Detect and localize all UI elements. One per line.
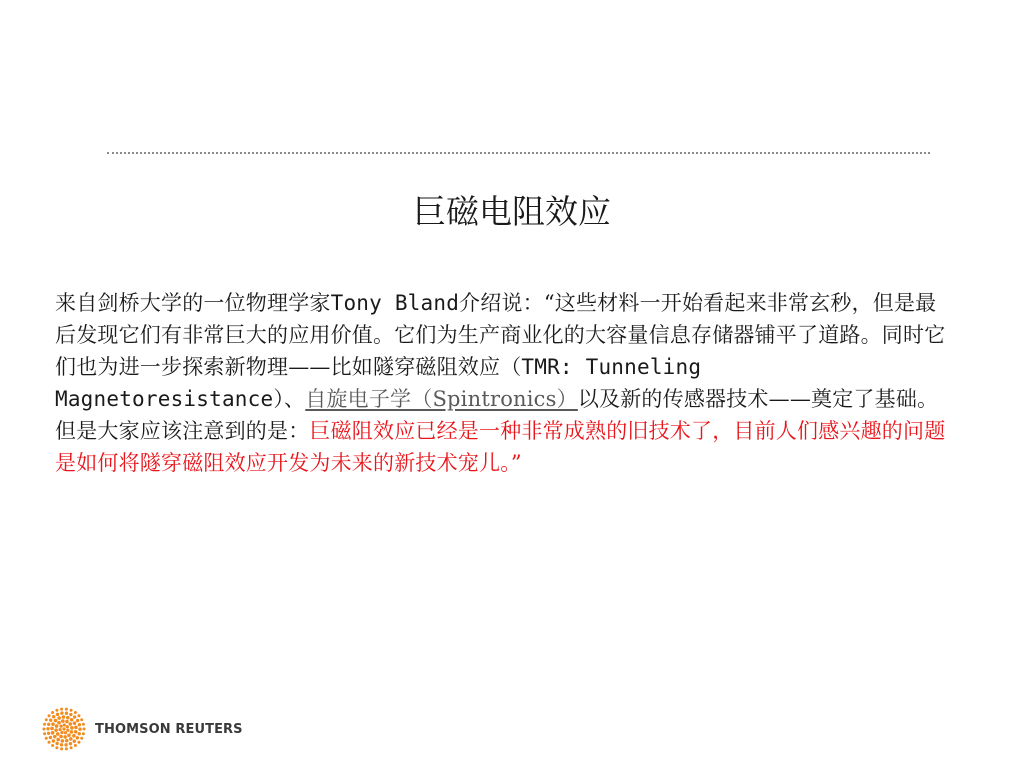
- logo-dot: [52, 715, 55, 718]
- logo-dot: [45, 737, 48, 740]
- logo-dot: [64, 743, 67, 746]
- logo-dot: [77, 741, 80, 744]
- logo-dot: [70, 718, 74, 722]
- logo-dot: [74, 744, 77, 747]
- logo-dot: [56, 732, 60, 736]
- logo-dot: [66, 729, 69, 732]
- logo-dot: [51, 722, 55, 726]
- logo-dot: [76, 719, 79, 722]
- logo-dot: [69, 713, 72, 716]
- logo-dot: [73, 740, 76, 743]
- logo-dot: [65, 708, 68, 711]
- logo-dot: [70, 709, 73, 712]
- logo-dot: [74, 711, 77, 714]
- logo-dot: [69, 742, 72, 745]
- logo-dot: [59, 735, 63, 739]
- logo-dot: [49, 718, 52, 721]
- dotted-divider: [107, 152, 930, 154]
- logo-dot: [51, 744, 54, 747]
- logo-dot: [74, 730, 78, 734]
- logo-dot: [60, 731, 63, 734]
- logo-wordmark: THOMSON REUTERS: [95, 721, 243, 737]
- logo-dot: [68, 722, 72, 726]
- logo-dot: [57, 721, 61, 725]
- logo-dot: [65, 747, 68, 750]
- logo-dot: [65, 739, 69, 743]
- logo-dot: [56, 738, 60, 742]
- logo-dot: [70, 730, 74, 734]
- logo-dot: [65, 712, 68, 715]
- logo-dot: [45, 718, 48, 721]
- logo-dot: [78, 723, 81, 726]
- logo-dot: [55, 709, 58, 712]
- logo-dot: [61, 719, 65, 723]
- logo-dot: [67, 733, 71, 737]
- slide-title: 巨磁电阻效应: [413, 192, 611, 231]
- logo-dot: [51, 731, 55, 735]
- logo-dot: [55, 742, 58, 745]
- logo-dot: [66, 716, 70, 720]
- logo-dot: [73, 721, 77, 725]
- logo-dot: [78, 728, 81, 731]
- logo-dot: [82, 723, 85, 726]
- logo-dot: [63, 723, 66, 726]
- paragraph-text-3: ）、: [273, 387, 306, 411]
- logo-dot: [77, 714, 80, 717]
- paragraph-text-4: 以及新的传感器技术——奠定了基础。但是大家应该注意到的是：: [55, 387, 939, 443]
- logo-dot: [54, 719, 58, 723]
- logo-dot: [76, 736, 79, 739]
- logo-dot: [53, 735, 57, 739]
- logo-dot: [61, 739, 65, 743]
- logo-dot: [80, 737, 83, 740]
- logo-dot: [60, 743, 63, 746]
- logo-dot: [58, 728, 61, 731]
- paragraph-text-2: 介绍说：“这些材料一开始看起来非常玄秒，但是最后发现它们有非常巨大的应用价值。它们为生产商业化的大容量信息存储器铺平了道路。同时它们也为进一步探索新物理——比如隧穿磁阻效应（: [55, 291, 946, 379]
- logo-dot: [74, 726, 78, 730]
- logo-dot: [43, 728, 46, 731]
- logo-dot: [46, 727, 49, 730]
- logo-dot: [60, 708, 63, 711]
- logo-dot: [52, 739, 55, 742]
- logo-dot: [47, 723, 50, 726]
- logo-dot: [60, 711, 63, 714]
- logo-dot: [48, 741, 51, 744]
- logo-dot: [66, 725, 69, 728]
- logo-dot: [78, 732, 81, 735]
- logo-dot: [48, 714, 51, 717]
- logo-dot: [69, 737, 73, 741]
- logo-dot: [65, 720, 69, 724]
- logo-dot: [73, 715, 76, 718]
- logo-dot: [50, 727, 54, 731]
- body-paragraph: [55, 287, 950, 479]
- paragraph-text-1: 来自剑桥大学的一位物理学家: [55, 291, 331, 315]
- logo-dot: [51, 711, 54, 714]
- thomson-reuters-logo: [42, 707, 243, 751]
- logo-dot: [57, 716, 61, 720]
- logo-dot: [47, 732, 50, 735]
- logo-dot: [43, 723, 46, 726]
- spintronics-link[interactable]: 自旋电子学（Spintronics）: [305, 387, 578, 411]
- logo-dot: [82, 732, 85, 735]
- thomson-reuters-dots-icon: [42, 707, 86, 751]
- logo-dot: [60, 747, 63, 750]
- tmr-term: TMR: Tunneling Magnetoresistance: [55, 355, 702, 411]
- person-name: Tony Bland: [330, 291, 460, 315]
- logo-dot: [62, 715, 66, 719]
- logo-dot: [63, 735, 67, 739]
- logo-dot: [55, 724, 59, 728]
- logo-dot: [72, 734, 76, 738]
- logo-dot: [54, 728, 58, 732]
- logo-dot: [80, 718, 83, 721]
- logo-dot: [56, 713, 59, 716]
- logo-dot: [70, 726, 74, 730]
- logo-dot: [49, 736, 52, 739]
- logo-dot: [59, 725, 62, 728]
- logo-dot: [62, 727, 65, 730]
- logo-dot: [55, 746, 58, 749]
- logo-dot: [43, 732, 46, 735]
- logo-dot: [83, 728, 86, 731]
- highlight-text: 巨磁阻效应已经是一种非常成熟的旧技术了，目前人们感兴趣的问题是如何将隧穿磁阻效应开发为未来的新技术宠儿。”: [55, 419, 946, 475]
- logo-dot: [64, 731, 67, 734]
- logo-dot: [70, 746, 73, 749]
